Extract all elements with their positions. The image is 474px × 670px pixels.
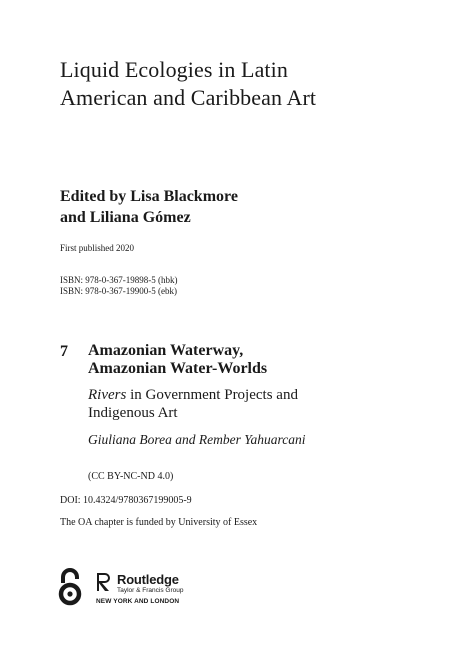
chapter-subtitle-line	[88, 386, 298, 404]
isbn-block	[60, 275, 178, 297]
doi-link[interactable]: DOI: 10.4324/9780367199005-9	[60, 495, 192, 506]
open-access-icon	[56, 568, 84, 606]
publisher-logo	[96, 572, 206, 608]
book-title-line: Liquid Ecologies in Latin	[60, 57, 288, 82]
book-title-line: American and Caribbean Art	[60, 85, 317, 110]
subtitle-rest: in Government Projects and	[126, 387, 298, 403]
publisher-cities: NEW YORK AND LONDON	[96, 598, 180, 605]
isbn-hbk: ISBN: 978-0-367-19898-5 (hbk)	[60, 275, 178, 285]
chapter-title	[88, 342, 267, 378]
chapter-title-line: Amazonian Water-Worlds	[88, 360, 268, 377]
routledge-r-icon	[96, 572, 112, 592]
publisher-name: Routledge	[117, 572, 179, 587]
book-title	[60, 56, 316, 112]
isbn-ebk: ISBN: 978-0-367-19900-5 (ebk)	[60, 286, 177, 296]
license-note: (CC BY-NC-ND 4.0)	[88, 471, 174, 482]
first-published-note: First published 2020	[60, 243, 135, 253]
funding-note: The OA chapter is funded by University of Essex	[60, 517, 258, 528]
book-editors	[60, 186, 238, 228]
publisher-group: Taylor & Francis Group	[117, 587, 184, 594]
chapter-title-line: Amazonian Waterway,	[88, 342, 244, 359]
chapter-number: 7	[60, 343, 68, 360]
chapter-subtitle	[88, 386, 298, 422]
chapter-subtitle-line: Indigenous Art	[88, 405, 178, 421]
chapter-authors: Giuliana Borea and Rember Yahuarcani	[88, 432, 306, 447]
subtitle-italic-word: Rivers	[88, 387, 127, 403]
editors-line: and Liliana Gómez	[60, 209, 191, 226]
editors-line: Edited by Lisa Blackmore	[60, 188, 238, 205]
